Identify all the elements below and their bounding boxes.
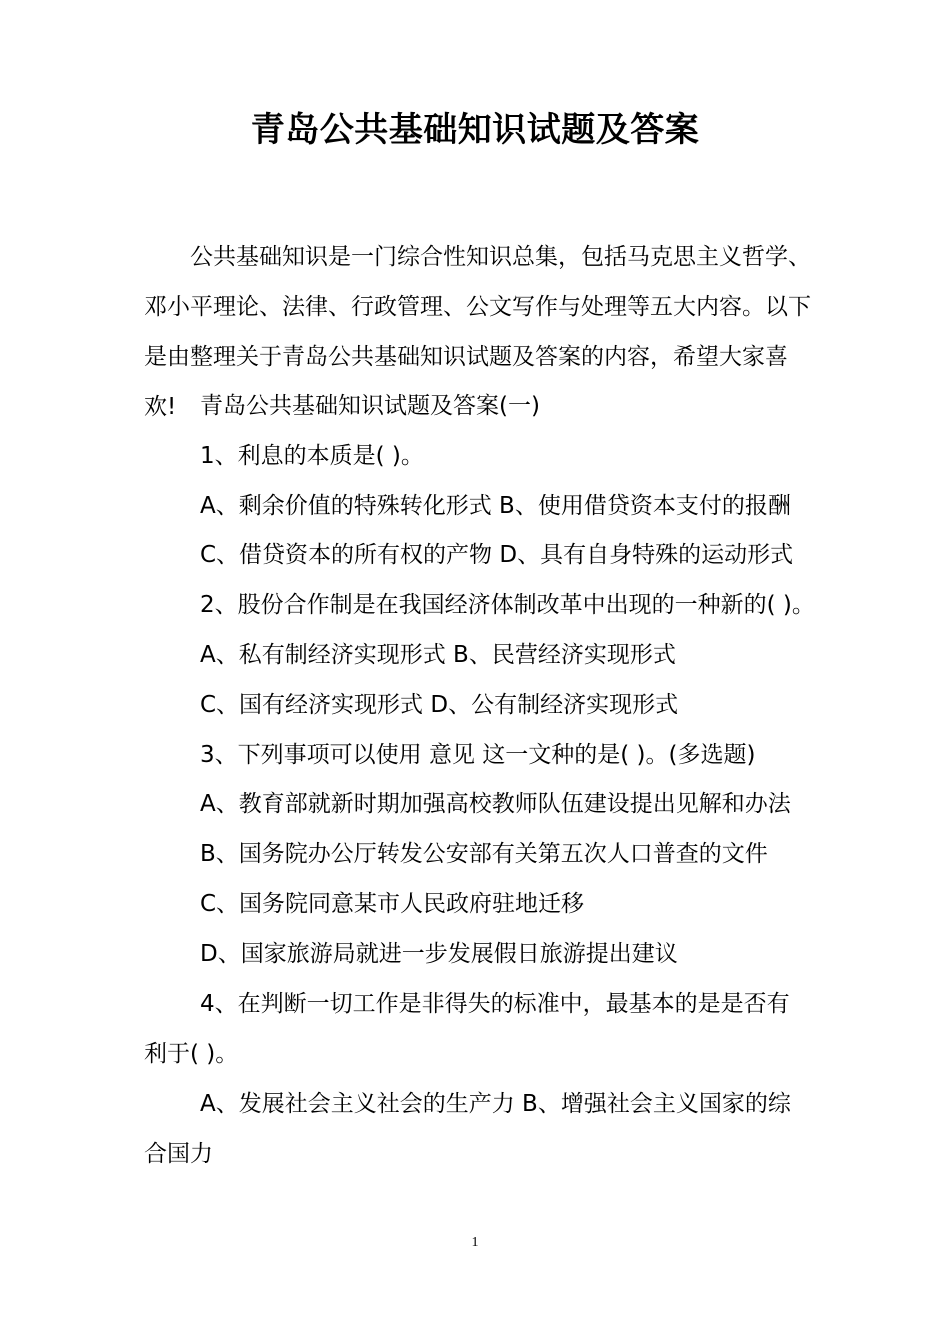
intro-paragraph: 公共基础知识是一门综合性知识总集，包括马克思主义哲学、邓小平理论、法律、行政管理、公文写作与处理等五大内容。以下是由整理关于青岛公共基础知识试题及答案的内容，希望大家喜欢! (144, 244, 811, 420)
question-1-options-cd: C、借贷资本的所有权的产物 D、具有自身特殊的运动形式 (200, 542, 794, 569)
question-1: 1、利息的本质是( )。 (200, 442, 424, 469)
question-3-option-d: D、国家旅游局就进一步发展假日旅游提出建议 (200, 940, 678, 967)
question-3-option-a: A、教育部就新时期加强高校教师队伍建设提出见解和办法 (200, 791, 791, 818)
question-lines (144, 382, 815, 980)
question-2-options-ab: A、私有制经济实现形式 B、民营经济实现形式 (200, 641, 676, 668)
question-2: 2、股份合作制是在我国经济体制改革中出现的一种新的( )。 (200, 592, 815, 619)
question-3: 3、下列事项可以使用 意见 这一文种的是( )。(多选题) (200, 741, 756, 768)
question-2-options-cd: C、国有经济实现形式 D、公有制经济实现形式 (200, 691, 679, 718)
question-3-option-c: C、国务院同意某市人民政府驻地迁移 (200, 890, 585, 917)
question-3-option-b: B、国务院办公厅转发公安部有关第五次人口普查的文件 (200, 841, 768, 868)
page-number: 1 (471, 1235, 479, 1250)
question-4-options-ab: A、发展社会主义社会的生产力 B、增强社会主义国家的综合国力 (144, 1091, 791, 1167)
section-heading: 青岛公共基础知识试题及答案(一) (200, 393, 540, 419)
page-title: 青岛公共基础知识试题及答案 (250, 110, 700, 150)
question-1-options-ab: A、剩余价值的特殊转化形式 B、使用借贷资本支付的报酬 (200, 492, 791, 519)
question-4: 4、在判断一切工作是非得失的标准中，最基本的是是否有利于( )。 (144, 991, 790, 1067)
